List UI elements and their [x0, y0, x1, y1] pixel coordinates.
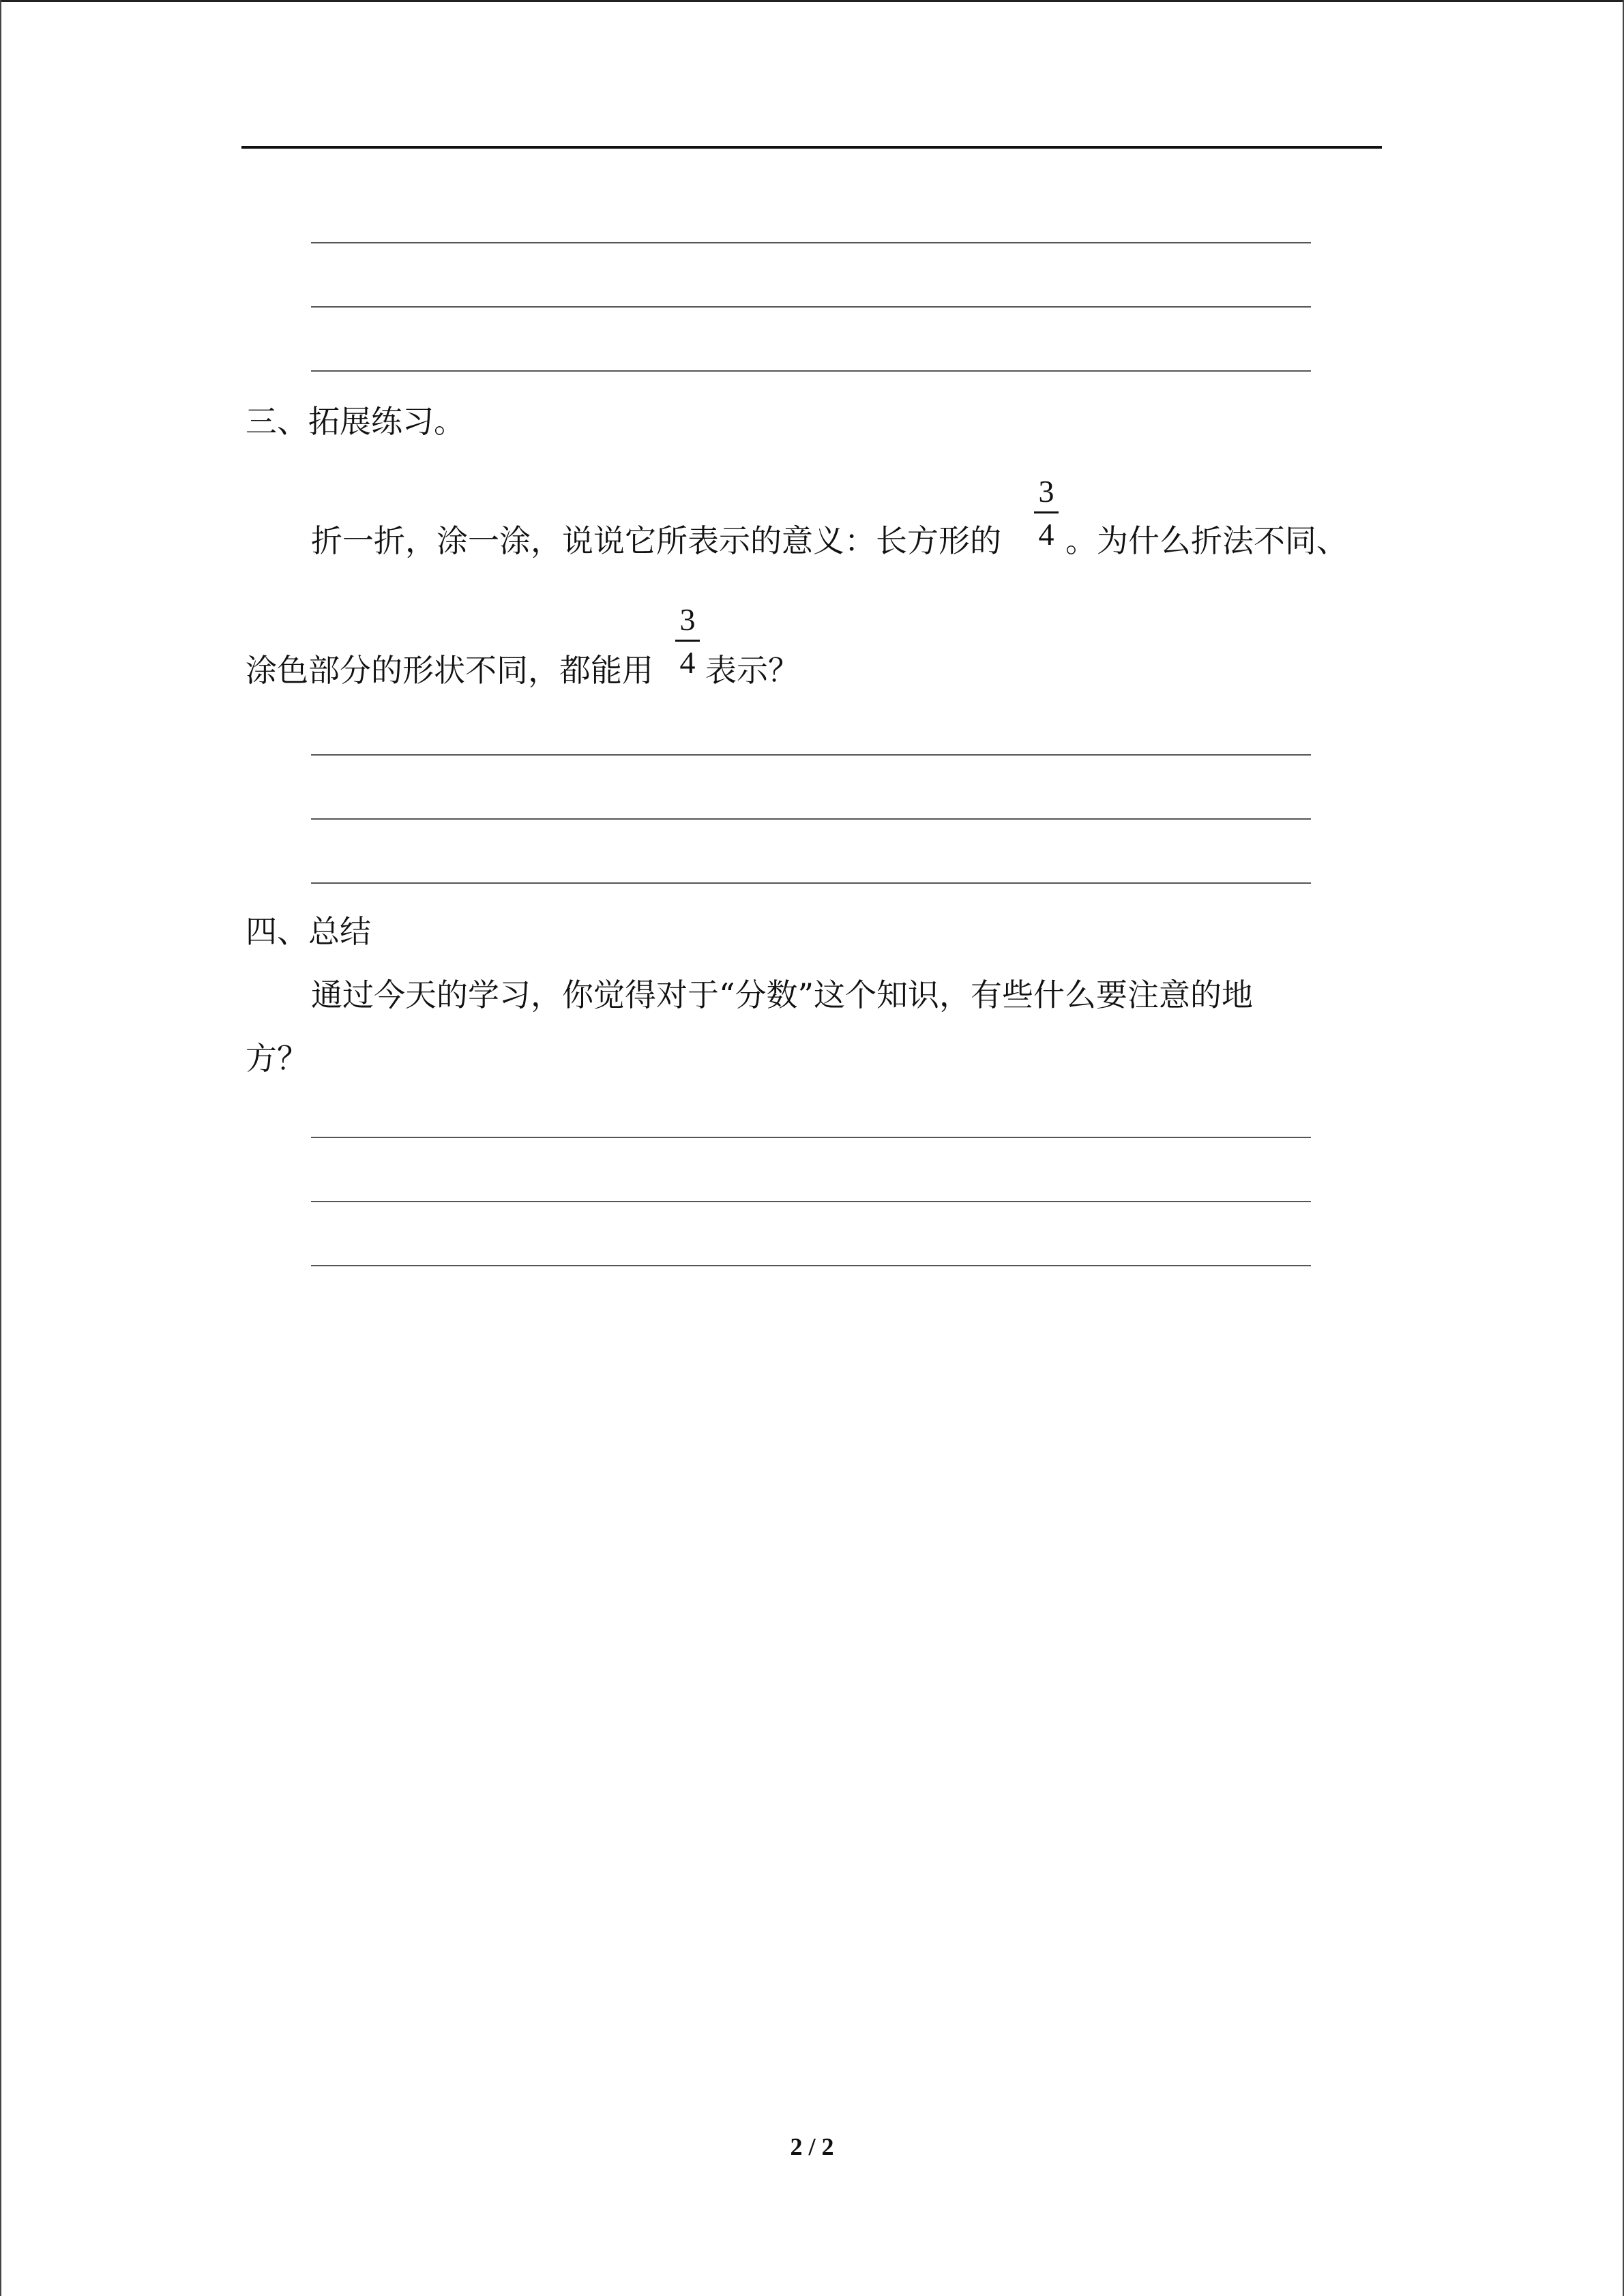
section-heading-extension-practice: 三、拓展练习。 — [246, 403, 465, 440]
section3-line2-after-fraction: 表示？ — [705, 652, 799, 689]
answer-line — [311, 818, 1311, 820]
section3-line1-before-fraction: 折一折，涂一涂，说说它所表示的意义：长方形的 — [311, 522, 1001, 559]
fraction-denominator: 4 — [1038, 517, 1054, 552]
section3-line2-before-fraction: 涂色部分的形状不同，都能用 — [246, 652, 653, 689]
fraction-denominator: 4 — [679, 645, 696, 680]
fraction-numerator: 3 — [1038, 474, 1054, 509]
fraction-three-quarters — [1033, 475, 1060, 552]
answer-line — [311, 306, 1311, 308]
answer-line — [311, 242, 1311, 243]
answer-line — [311, 370, 1311, 372]
fraction-numerator: 3 — [679, 602, 696, 637]
fraction-bar — [675, 640, 700, 642]
section4-question-line1: 通过今天的学习，你觉得对于“分数”这个知识，有些什么要注意的地 — [311, 976, 1254, 1013]
fraction-three-quarters — [674, 603, 701, 680]
fraction-bar — [1034, 511, 1059, 513]
answer-line — [311, 754, 1311, 756]
answer-line — [311, 882, 1311, 884]
section3-line1-after-fraction: 。为什么折法不同、 — [1065, 522, 1348, 559]
section-heading-summary: 四、总结 — [246, 913, 371, 950]
answer-line — [311, 1201, 1311, 1202]
answer-line — [311, 1137, 1311, 1138]
section4-question-line2: 方？ — [246, 1040, 308, 1077]
page-border-left — [0, 0, 1, 2296]
page-number: 2 / 2 — [790, 2133, 834, 2160]
page-border-top — [0, 0, 1624, 2]
header-rule — [241, 146, 1382, 149]
answer-line — [311, 1265, 1311, 1266]
